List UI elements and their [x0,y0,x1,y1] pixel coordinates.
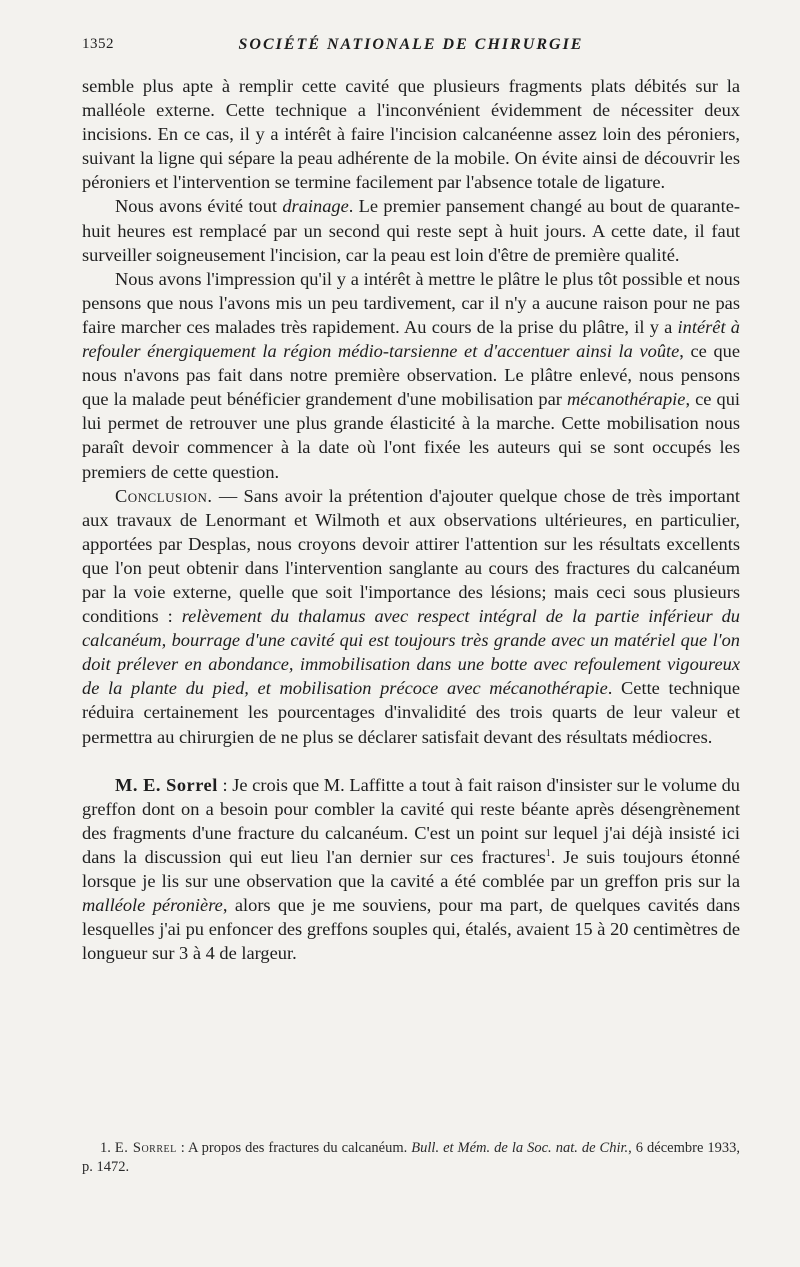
paragraph-3-emphasis-1: intérêt à refouler énergiquement la région médio-tarsienne et d'accentuer ainsi la voûte [82,316,740,362]
sorrel-text-a: : Je crois que M. Laffitte a tout à fait raison d'insister sur le volume du greffon dont on a besoin pour combler la cavité qui reste béante après désengrènement des fragments d'une fracture du calcanéum. C'est un point sur lequel j'ai déjà insisté ici dans la discussion qui eut lieu l'an dernier sur ces fractures [82,774,740,867]
paragraph-3-text-e: , ce qui lui permet de retrouver une plus grande élasticité à la marche. Cette mobilisation nous paraît devoir commencer à la date où l'ont fixée les auteurs qui se sont occupés les premiers de cette question. [82,389,741,482]
footnote-journal: Bull. et Mém. de la Soc. nat. de Chir. [411,1140,629,1156]
paragraph-2-emphasis: drainage [282,196,349,217]
page-header [82,36,740,60]
conclusion-conditions: relèvement du thalamus avec respect intégral de la partie inférieur du calcanéum, bourrage d'une cavité qui est toujours très grande avec un matériel que l'on doit prélever en abondance, immobilisation dans une botte avec refoulement vigoureux de la plante du pied, et mobilisation précoce avec mécanothérapie [82,606,740,699]
paragraph-1: semble plus apte à remplir cette cavité que plusieurs fragments plats débités sur la malléole externe. Cette technique a l'inconvénient évidemment de nécessiter deux incisions. En ce cas, il y a intérêt à faire l'incision calcanéenne assez loin des péroniers, suivant la ligne qui sépare la peau adhérente de la mobile. On évite ainsi de découvrir les péroniers et l'intervention se termine facilement par l'absence totale de ligature. [82,76,740,193]
paragraph-3-text-c: , ce que nous n'avons pas fait dans notre première observation. Le plâtre enlevé, nous pensons que la malade peut bénéficier grandement d'une mobilisation par [82,341,740,410]
paragraph-3-text-a: Nous avons l'impression qu'il y a intérêt à mettre le plâtre le plus tôt possible et nous pensons que nous l'avons mis un peu tardivement, car il n'y a aucune raison pour ne pas faire marcher ces malades très rapidement. Au cours de la prise du plâtre, il y a [82,268,740,337]
running-title: SOCIÉTÉ NATIONALE DE CHIRURGIE [238,36,584,53]
speaker-name: M. E. Sorrel [115,774,218,795]
footnote [82,1139,740,1177]
conclusion-paragraph [82,484,740,749]
sorrel-text-d: , alors que je me souviens, pour ma part, de quelques cavités dans lesquelles j'ai pu enfoncer des greffons souples qui, étalés, avaient 15 à 20 centimètres de longueur sur 3 à 4 de largeur. [82,895,740,964]
footnote-text-b: , 6 décembre 1933, p. 1472. [82,1140,741,1175]
footnote-author: E. Sorrel [114,1140,177,1156]
sorrel-paragraph [82,773,740,966]
sorrel-text-b: . Je suis toujours étonné lorsque je lis sur une observation que la cavité a été comblée par un greffon pris sur la [82,846,740,891]
page-number: 1352 [82,36,114,52]
conclusion-text-a: — Sans avoir la prétention d'ajouter quelque chose de très important aux travaux de Lenormant et Wilmoth et aux observations ultérieures, en particulier, apportées par Desplas, nous croyons devoir attirer l'attention sur les résultats excellents que l'on peut obtenir dans l'intervention sanglante au cours des fractures du calcanéum par la voie externe, quelle que soit l'importance des lésions; mais ceci sous plusieurs conditions : [82,485,740,627]
footnote-marker: 1 [545,847,551,859]
footnote-number: 1. [100,1140,111,1156]
footnote-text-a: : A propos des fractures du calcanéum. [176,1140,412,1156]
conclusion-text-c: . Cette technique réduira certainement les pourcentages d'invalidité des trois quarts de leur valeur et permettra au chirurgien de ne plus se déclarer satisfait devant des résultats médiocres. [82,678,740,747]
paragraph-3 [82,267,740,484]
paragraph-2-text-a: Nous avons évité tout [115,196,283,217]
body-text [82,74,740,965]
paragraph-2-text-c: . Le premier pansement changé au bout de quarante-huit heures est remplacé par un second qui reste sept à huit jours. A cette date, il faut surveiller soigneusement l'incision, car la peau est loin d'être de première qualité. [82,196,740,265]
paragraph-3-emphasis-2: mécanothérapie [566,389,686,410]
paragraph-2 [82,194,740,266]
sorrel-emphasis: malléole péronière [82,895,223,916]
conclusion-label: Conclusion. [115,485,213,506]
